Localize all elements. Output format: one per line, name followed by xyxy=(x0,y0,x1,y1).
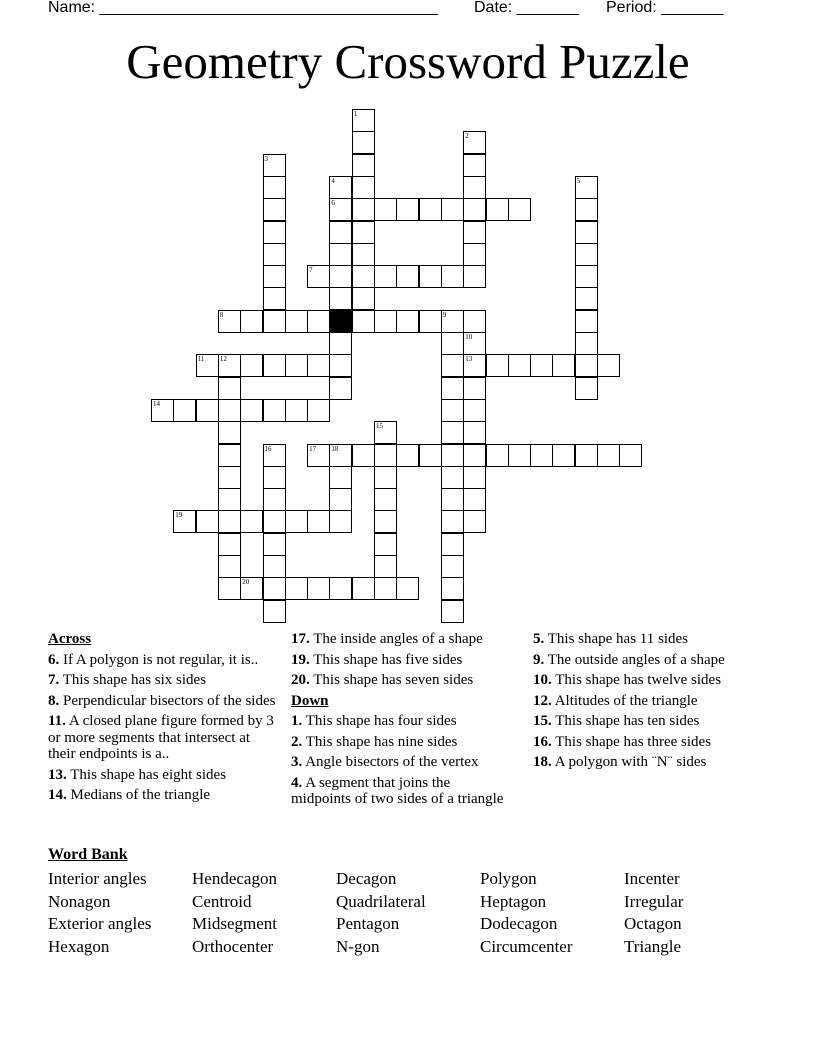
clue-number: 3. xyxy=(291,754,303,770)
clue-item xyxy=(48,693,276,710)
clue-item xyxy=(533,754,763,771)
crossword-cell[interactable] xyxy=(307,354,330,377)
crossword-cell[interactable] xyxy=(218,533,241,556)
crossword-cell[interactable] xyxy=(352,243,375,266)
crossword-cell[interactable] xyxy=(285,399,308,422)
crossword-cell[interactable] xyxy=(240,577,263,600)
crossword-cell[interactable] xyxy=(441,421,464,444)
clue-text: Medians of the triangle xyxy=(70,787,211,803)
crossword-cell[interactable] xyxy=(463,421,486,444)
clue-item xyxy=(533,734,763,751)
crossword-cell[interactable] xyxy=(463,510,486,533)
crossword-cell[interactable] xyxy=(329,287,352,310)
crossword-cell[interactable] xyxy=(441,600,464,623)
clue-number: 18. xyxy=(533,754,552,770)
crossword-cell[interactable] xyxy=(419,310,442,333)
crossword-cell[interactable] xyxy=(575,287,598,310)
crossword-cell[interactable] xyxy=(463,265,486,288)
crossword-cell[interactable] xyxy=(352,176,375,199)
word-bank-item: Orthocenter xyxy=(192,937,274,957)
crossword-cell[interactable] xyxy=(218,555,241,578)
crossword-cell[interactable] xyxy=(419,444,442,467)
crossword-cell[interactable] xyxy=(486,354,509,377)
clue-number: 12. xyxy=(533,692,552,709)
word-bank-item: Irregular xyxy=(624,891,684,911)
clue-number: 7. xyxy=(48,672,60,688)
crossword-cell[interactable] xyxy=(218,354,241,377)
word-bank-item: Octagon xyxy=(624,914,682,934)
crossword-cell[interactable] xyxy=(463,488,486,511)
crossword-cell[interactable] xyxy=(263,198,286,221)
crossword-cell[interactable] xyxy=(263,488,286,511)
crossword-cell[interactable] xyxy=(196,354,219,377)
crossword-cell[interactable] xyxy=(352,131,375,154)
crossword-cell[interactable] xyxy=(463,243,486,266)
clue-number-label: 20 xyxy=(242,578,250,587)
clue-number-label: 3 xyxy=(264,154,268,163)
word-bank-item: Exterior angles xyxy=(48,914,152,934)
crossword-cell[interactable] xyxy=(352,109,375,132)
crossword-cell[interactable] xyxy=(575,310,598,333)
clue-number-label: 4 xyxy=(331,176,335,185)
clue-text: This shape has six sides xyxy=(62,672,207,688)
crossword-cell[interactable] xyxy=(307,510,330,533)
crossword-cell[interactable] xyxy=(463,377,486,400)
crossword-cell[interactable] xyxy=(240,354,263,377)
crossword-cell[interactable] xyxy=(552,354,575,377)
crossword-cell[interactable] xyxy=(329,510,352,533)
clue-text: This shape has four sides xyxy=(305,713,457,729)
clue-text: This shape has five sides xyxy=(313,651,463,668)
word-bank-item: Heptagon xyxy=(480,891,547,911)
clue-number-label: 7 xyxy=(309,266,313,275)
crossword-cell[interactable] xyxy=(463,354,486,377)
clue-text: If A polygon is not regular, it is.. xyxy=(63,651,259,668)
crossword-cell[interactable] xyxy=(441,510,464,533)
crossword-cell[interactable] xyxy=(240,310,263,333)
crossword-cell[interactable] xyxy=(374,421,397,444)
clue-number-label: 15 xyxy=(376,422,383,431)
clue-number-label: 17 xyxy=(309,444,317,453)
crossword-cell[interactable] xyxy=(173,510,196,533)
crossword-cell[interactable] xyxy=(463,198,486,221)
crossword-cell[interactable] xyxy=(263,399,286,422)
crossword-cell[interactable] xyxy=(263,176,286,199)
clue-number: 17. xyxy=(291,631,310,647)
clue-number: 6. xyxy=(48,651,60,668)
crossword-cell[interactable] xyxy=(218,310,241,333)
clue-number: 10. xyxy=(533,672,552,688)
crossword-cell[interactable] xyxy=(396,310,419,333)
crossword-cell[interactable] xyxy=(352,154,375,177)
crossword-cell[interactable] xyxy=(441,265,464,288)
clue-number-label: 16 xyxy=(264,444,272,453)
crossword-cell[interactable] xyxy=(463,466,486,489)
clue-number-label: 14 xyxy=(153,399,160,408)
crossword-cell[interactable] xyxy=(374,577,397,600)
crossword-cell[interactable] xyxy=(463,154,486,177)
crossword-cell[interactable] xyxy=(463,176,486,199)
clue-item xyxy=(291,754,513,771)
crossword-cell[interactable] xyxy=(329,354,352,377)
clue-item xyxy=(291,734,513,751)
crossword-cell[interactable] xyxy=(508,354,531,377)
clue-text: Perpendicular bisectors of the sides xyxy=(63,692,276,709)
word-bank-item: Hendecagon xyxy=(192,869,277,888)
clue-text: This shape has twelve sides xyxy=(555,672,722,688)
clue-item xyxy=(533,672,763,689)
clue-item xyxy=(48,652,276,669)
crossword-blocked-cell xyxy=(329,310,352,333)
crossword-cell[interactable] xyxy=(151,399,174,422)
crossword-cell[interactable] xyxy=(508,198,531,221)
clue-item xyxy=(48,672,276,689)
clue-number: 20. xyxy=(291,672,310,688)
clue-number-label: 1 xyxy=(353,110,358,118)
clue-item xyxy=(291,652,513,669)
word-bank-item: Pentagon xyxy=(336,914,400,934)
crossword-cell[interactable] xyxy=(285,310,308,333)
clue-section-heading: Down xyxy=(291,692,329,709)
crossword-cell[interactable] xyxy=(463,399,486,422)
clue-number-label: 13 xyxy=(465,355,473,364)
word-bank-item: Triangle xyxy=(624,937,681,957)
crossword-cell[interactable] xyxy=(486,444,509,467)
crossword-cell[interactable] xyxy=(263,354,286,377)
word-bank-item: Interior angles xyxy=(48,869,147,888)
word-bank-item: Centroid xyxy=(192,891,252,911)
clue-text: This shape has ten sides xyxy=(555,713,700,729)
crossword-cell[interactable] xyxy=(441,488,464,511)
clue-number-label: 9 xyxy=(442,310,447,319)
clue-text: This shape has seven sides xyxy=(313,672,474,688)
name-field-label: Name: ______________________________________ xyxy=(48,0,438,16)
word-bank-item: Incenter xyxy=(624,869,680,888)
crossword-cell[interactable] xyxy=(463,131,486,154)
crossword-cell[interactable] xyxy=(463,310,486,333)
clue-number: 19. xyxy=(291,651,310,668)
crossword-cell[interactable] xyxy=(218,377,241,400)
crossword-cell[interactable] xyxy=(218,444,241,467)
clue-number: 16. xyxy=(533,733,552,750)
crossword-cell[interactable] xyxy=(307,577,330,600)
crossword-cell[interactable] xyxy=(329,243,352,266)
crossword-cell[interactable] xyxy=(441,577,464,600)
crossword-cell[interactable] xyxy=(463,444,486,467)
crossword-cell[interactable] xyxy=(263,600,286,623)
crossword-cell[interactable] xyxy=(441,198,464,221)
clue-item xyxy=(48,767,276,784)
crossword-cell[interactable] xyxy=(263,310,286,333)
clue-text: This shape has eight sides xyxy=(70,766,227,783)
crossword-cell[interactable] xyxy=(374,310,397,333)
clue-text: This shape has three sides xyxy=(555,733,712,750)
crossword-cell[interactable] xyxy=(263,221,286,244)
date-field-label: Date: _______ xyxy=(474,0,579,16)
crossword-cell[interactable] xyxy=(575,243,598,266)
clue-item xyxy=(291,672,513,689)
clue-number: 5. xyxy=(533,631,545,647)
word-bank-item: Polygon xyxy=(480,869,537,888)
crossword-cell[interactable] xyxy=(463,332,486,355)
word-bank-item: Nonagon xyxy=(48,891,111,911)
crossword-cell[interactable] xyxy=(218,488,241,511)
crossword-cell[interactable] xyxy=(374,265,397,288)
crossword-cell[interactable] xyxy=(263,466,286,489)
crossword-cell[interactable] xyxy=(329,176,352,199)
clue-text: A segment that joins the midpoints of two sides of a triangle xyxy=(291,774,504,807)
crossword-cell[interactable] xyxy=(285,577,308,600)
crossword-cell[interactable] xyxy=(486,198,509,221)
crossword-cell[interactable] xyxy=(374,466,397,489)
word-bank-item: Quadrilateral xyxy=(336,891,426,911)
clue-item xyxy=(48,787,276,804)
crossword-cell[interactable] xyxy=(263,444,286,467)
crossword-cell[interactable] xyxy=(374,444,397,467)
crossword-cell[interactable] xyxy=(218,577,241,600)
crossword-cell[interactable] xyxy=(508,444,531,467)
clue-text: The outside angles of a shape xyxy=(547,651,725,668)
crossword-cell[interactable] xyxy=(441,310,464,333)
clue-text: Angle bisectors of the vertex xyxy=(305,754,479,770)
word-bank-item: Hexagon xyxy=(48,937,110,957)
clue-number-label: 10 xyxy=(465,333,473,341)
crossword-cell[interactable] xyxy=(263,510,286,533)
clue-number-label: 12 xyxy=(219,355,227,364)
word-bank-title: Word Bank xyxy=(48,846,128,863)
clue-text: The inside angles of a shape xyxy=(313,631,483,647)
crossword-cell[interactable] xyxy=(441,332,464,355)
crossword-cell[interactable] xyxy=(530,444,553,467)
clue-column-1 xyxy=(48,631,276,808)
clue-number: 13. xyxy=(48,766,67,783)
clue-number: 2. xyxy=(291,733,303,750)
crossword-cell[interactable] xyxy=(374,510,397,533)
crossword-cell[interactable] xyxy=(575,265,598,288)
crossword-cell[interactable] xyxy=(396,577,419,600)
crossword-cell[interactable] xyxy=(218,399,241,422)
crossword-cell[interactable] xyxy=(575,354,598,377)
crossword-cell[interactable] xyxy=(441,354,464,377)
crossword-cell[interactable] xyxy=(441,466,464,489)
clue-column-2 xyxy=(291,631,513,812)
crossword-cell[interactable] xyxy=(575,332,598,355)
clue-item xyxy=(291,713,513,730)
word-bank-item: N-gon xyxy=(336,937,380,957)
crossword-cell[interactable] xyxy=(441,399,464,422)
crossword-cell[interactable] xyxy=(396,444,419,467)
word-bank-item: Circumcenter xyxy=(480,937,573,957)
crossword-cell[interactable] xyxy=(396,265,419,288)
clue-item xyxy=(533,652,763,669)
crossword-cell[interactable] xyxy=(463,221,486,244)
crossword-cell[interactable] xyxy=(374,198,397,221)
crossword-cell[interactable] xyxy=(263,154,286,177)
clue-number: 15. xyxy=(533,713,552,729)
crossword-cell[interactable] xyxy=(374,488,397,511)
clue-number-label: 5 xyxy=(576,176,581,185)
crossword-cell[interactable] xyxy=(575,221,598,244)
crossword-cell[interactable] xyxy=(196,399,219,422)
crossword-cell[interactable] xyxy=(329,444,352,467)
clue-item xyxy=(533,693,763,710)
clue-text: This shape has nine sides xyxy=(305,733,458,750)
crossword-cell[interactable] xyxy=(441,555,464,578)
crossword-cell[interactable] xyxy=(329,198,352,221)
crossword-cell[interactable] xyxy=(218,510,241,533)
clue-number-label: 18 xyxy=(331,444,339,453)
crossword-cell[interactable] xyxy=(285,510,308,533)
crossword-cell[interactable] xyxy=(575,444,598,467)
clue-item xyxy=(291,631,513,648)
clue-number: 1. xyxy=(291,713,303,729)
crossword-cell[interactable] xyxy=(329,577,352,600)
clue-text: This shape has 11 sides xyxy=(547,631,688,647)
page-title: Geometry Crossword Puzzle xyxy=(126,34,690,89)
clue-number: 8. xyxy=(48,692,60,709)
crossword-cell[interactable] xyxy=(352,221,375,244)
clue-text: Altitudes of the triangle xyxy=(554,692,698,709)
crossword-cell[interactable] xyxy=(263,533,286,556)
clue-number-label: 11 xyxy=(197,355,205,364)
clue-number: 14. xyxy=(48,787,67,803)
crossword-cell[interactable] xyxy=(329,332,352,355)
clue-text: A closed plane figure formed by 3 or more segments that intersect at their endpoints is a.. xyxy=(48,713,274,762)
crossword-cell[interactable] xyxy=(396,198,419,221)
crossword-cell[interactable] xyxy=(374,555,397,578)
crossword-cell[interactable] xyxy=(441,377,464,400)
period-field-label: Period: _______ xyxy=(606,0,724,16)
clue-number-label: 19 xyxy=(175,511,183,520)
crossword-cell[interactable] xyxy=(575,198,598,221)
crossword-cell[interactable] xyxy=(329,377,352,400)
crossword-cell[interactable] xyxy=(575,176,598,199)
crossword-cell[interactable] xyxy=(575,377,598,400)
clue-text: A polygon with ¨N¨ sides xyxy=(554,754,707,770)
clue-item xyxy=(533,713,763,730)
crossword-cell[interactable] xyxy=(619,444,642,467)
crossword-cell[interactable] xyxy=(352,198,375,221)
crossword-cell[interactable] xyxy=(552,444,575,467)
crossword-cell[interactable] xyxy=(307,399,330,422)
crossword-cell[interactable] xyxy=(218,421,241,444)
crossword-cell[interactable] xyxy=(307,310,330,333)
crossword-cell[interactable] xyxy=(329,466,352,489)
crossword-cell[interactable] xyxy=(597,444,620,467)
crossword-cell[interactable] xyxy=(419,265,442,288)
crossword-cell[interactable] xyxy=(285,354,308,377)
clue-item xyxy=(48,713,276,763)
crossword-cell[interactable] xyxy=(374,533,397,556)
crossword-cell[interactable] xyxy=(307,265,330,288)
crossword-cell[interactable] xyxy=(218,466,241,489)
crossword-cell[interactable] xyxy=(263,577,286,600)
crossword-cell[interactable] xyxy=(441,444,464,467)
crossword-cell[interactable] xyxy=(597,354,620,377)
clue-number-label: 2 xyxy=(465,132,469,141)
crossword-cell[interactable] xyxy=(441,533,464,556)
crossword-cell[interactable] xyxy=(329,488,352,511)
clue-column-3 xyxy=(533,631,763,775)
word-bank-item: Dodecagon xyxy=(480,914,558,934)
crossword-cell[interactable] xyxy=(352,310,375,333)
crossword-cell[interactable] xyxy=(419,198,442,221)
crossword-cell[interactable] xyxy=(352,444,375,467)
clue-number-label: 8 xyxy=(219,310,224,319)
clue-number: 4. xyxy=(291,774,303,791)
clue-item xyxy=(291,775,513,808)
clue-number: 9. xyxy=(533,651,545,668)
crossword-cell[interactable] xyxy=(307,444,330,467)
clue-number: 11. xyxy=(48,713,66,729)
crossword-cell[interactable] xyxy=(329,221,352,244)
crossword-cell[interactable] xyxy=(352,577,375,600)
crossword-cell[interactable] xyxy=(263,265,286,288)
crossword-cell[interactable] xyxy=(263,287,286,310)
crossword-cell[interactable] xyxy=(530,354,553,377)
word-bank-item: Decagon xyxy=(336,869,397,888)
clue-item xyxy=(533,631,763,648)
word-bank-item: Midsegment xyxy=(192,914,277,934)
clue-section-heading: Across xyxy=(48,631,92,647)
crossword-cell[interactable] xyxy=(263,555,286,578)
clue-number-label: 6 xyxy=(331,199,335,208)
crossword-cell[interactable] xyxy=(352,265,375,288)
crossword-cell[interactable] xyxy=(352,287,375,310)
crossword-cell[interactable] xyxy=(263,243,286,266)
crossword-cell[interactable] xyxy=(240,399,263,422)
crossword-cell[interactable] xyxy=(196,510,219,533)
crossword-cell[interactable] xyxy=(173,399,196,422)
crossword-cell[interactable] xyxy=(329,265,352,288)
crossword-cell[interactable] xyxy=(240,510,263,533)
